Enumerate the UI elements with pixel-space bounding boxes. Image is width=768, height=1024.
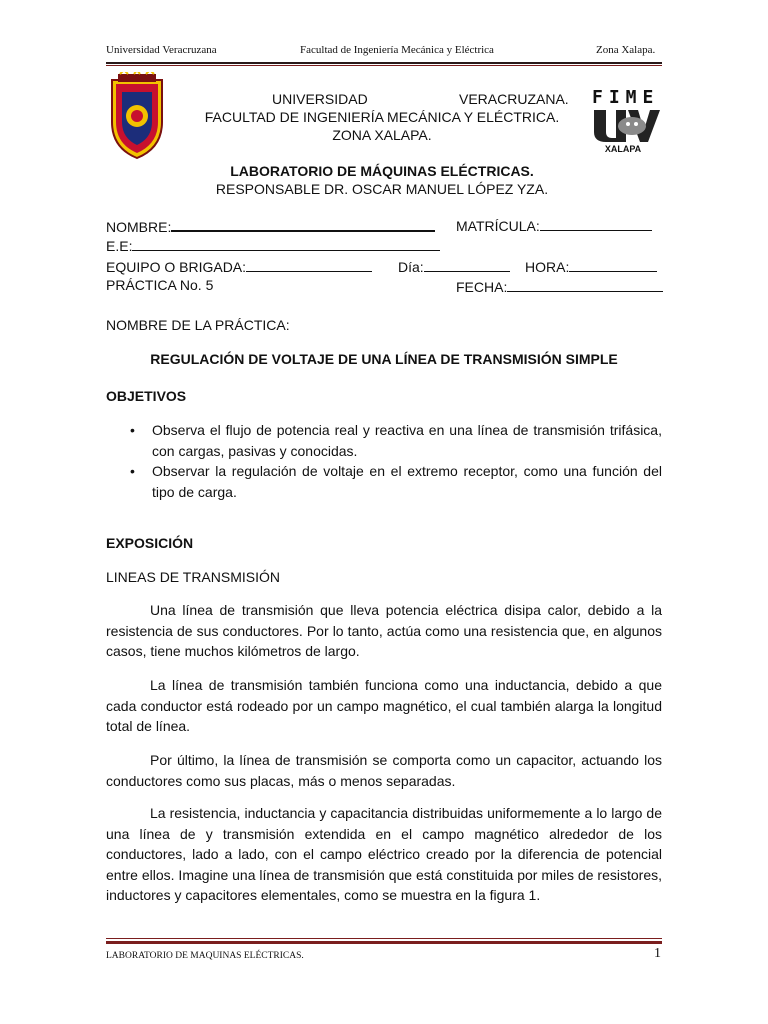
fime-mascot-icon (592, 108, 662, 144)
field-fecha (456, 277, 663, 296)
field-nombre-label: NOMBRE: (106, 219, 172, 235)
fime-logo-icon (592, 88, 662, 164)
page-number: 1 (654, 946, 661, 961)
practice-label: NOMBRE DE LA PRÁCTICA: (106, 317, 290, 333)
title-universidad: UNIVERSIDAD (272, 91, 368, 107)
title-zone: ZONA XALAPA. (332, 127, 432, 143)
field-ee (106, 236, 440, 255)
footer-lab: LABORATORIO DE MAQUINAS ELÉCTRICAS. (106, 951, 304, 961)
objective-text: Observar la regulación de voltaje en el extremo receptor, como una función del tipo de carga. (152, 463, 662, 500)
practice-title: REGULACIÓN DE VOLTAJE DE UNA LÍNEA DE TRANSMISIÓN SIMPLE (150, 351, 618, 367)
header-zone: Zona Xalapa. (596, 44, 656, 56)
field-matricula-label: MATRÍCULA: (456, 218, 540, 234)
field-nombre-line[interactable] (171, 216, 435, 232)
footer-rule (106, 938, 662, 939)
fime-logo-subtext: XALAPA (604, 144, 642, 154)
field-practica: PRÁCTICA No. 5 (106, 277, 214, 293)
objective-text: Observa el flujo de potencia real y reactiva en una línea de transmisión trifásica, con cargas, pasivas y conocidas. (152, 422, 662, 459)
field-dia (398, 257, 510, 276)
bullet-icon: • (130, 463, 135, 479)
header-university: Universidad Veracruzana (106, 44, 217, 56)
fime-logo-text: FIME (592, 87, 660, 108)
footer-rule-accent (106, 941, 662, 944)
field-matricula (456, 216, 652, 235)
paragraph-1: Una línea de transmisión que lleva potencia eléctrica disipa calor, debido a la resistencia de sus conductores. Por lo tanto, actúa como una resistencia que, en algunos casos, tiene muchos kilómetros de largo. (106, 602, 662, 659)
objective-item (106, 420, 662, 461)
field-equipo (106, 257, 372, 276)
title-faculty: FACULTAD DE INGENIERÍA MECÁNICA Y ELÉCTRICA. (204, 109, 560, 125)
field-ee-label: E.E: (106, 238, 133, 254)
field-ee-line[interactable] (132, 236, 440, 251)
field-hora (525, 257, 657, 276)
paragraph-3: Por último, la línea de transmisión se comporta como un capacitor, actuando los conductores como sus placas, más o menos separadas. (106, 752, 662, 789)
field-equipo-line[interactable] (246, 257, 372, 272)
field-hora-line[interactable] (569, 257, 657, 272)
field-equipo-label: EQUIPO O BRIGADA: (106, 259, 247, 275)
field-dia-label: Día: (398, 259, 424, 275)
paragraph-2: La línea de transmisión también funciona como una inductancia, debido a que cada conductor está rodeado por un campo magnético, el cual también alarga la longitud total de línea. (106, 677, 662, 734)
header-rule-accent (106, 65, 662, 66)
university-seal-icon (106, 72, 168, 160)
objectives-heading: OBJETIVOS (106, 388, 187, 404)
field-fecha-line[interactable] (507, 277, 663, 292)
paragraph-4: La resistencia, inductancia y capacitancia distribuidas uniformemente a lo largo de una línea de y transmisión extendida en el campo magnético alrededor de los conductores, lado a lado, con el campo eléctrico creado por la diferencia de potencial entre ellos. Imagine una línea de transmisión que está constituida por miles de resistores, inductores y capacitores elementales, como se muestra en la figura 1. (106, 805, 662, 903)
field-hora-label: HORA: (525, 259, 570, 275)
bullet-icon: • (130, 422, 135, 438)
header-faculty: Facultad de Ingeniería Mecánica y Eléctrica (300, 44, 494, 56)
field-fecha-label: FECHA: (456, 279, 508, 295)
objectives-list (106, 420, 662, 502)
lab-responsible: RESPONSABLE DR. OSCAR MANUEL LÓPEZ YZA. (215, 181, 549, 197)
section-subheading: LINEAS DE TRANSMISIÓN (106, 569, 281, 585)
field-nombre (106, 216, 435, 236)
lab-title: LABORATORIO DE MÁQUINAS ELÉCTRICAS. (230, 163, 534, 179)
field-matricula-line[interactable] (540, 216, 652, 231)
field-dia-line[interactable] (424, 257, 510, 272)
exposition-heading: EXPOSICIÓN (106, 535, 194, 551)
title-veracruzana: VERACRUZANA. (459, 91, 569, 107)
header-rule (106, 62, 662, 64)
objective-item (106, 461, 662, 502)
